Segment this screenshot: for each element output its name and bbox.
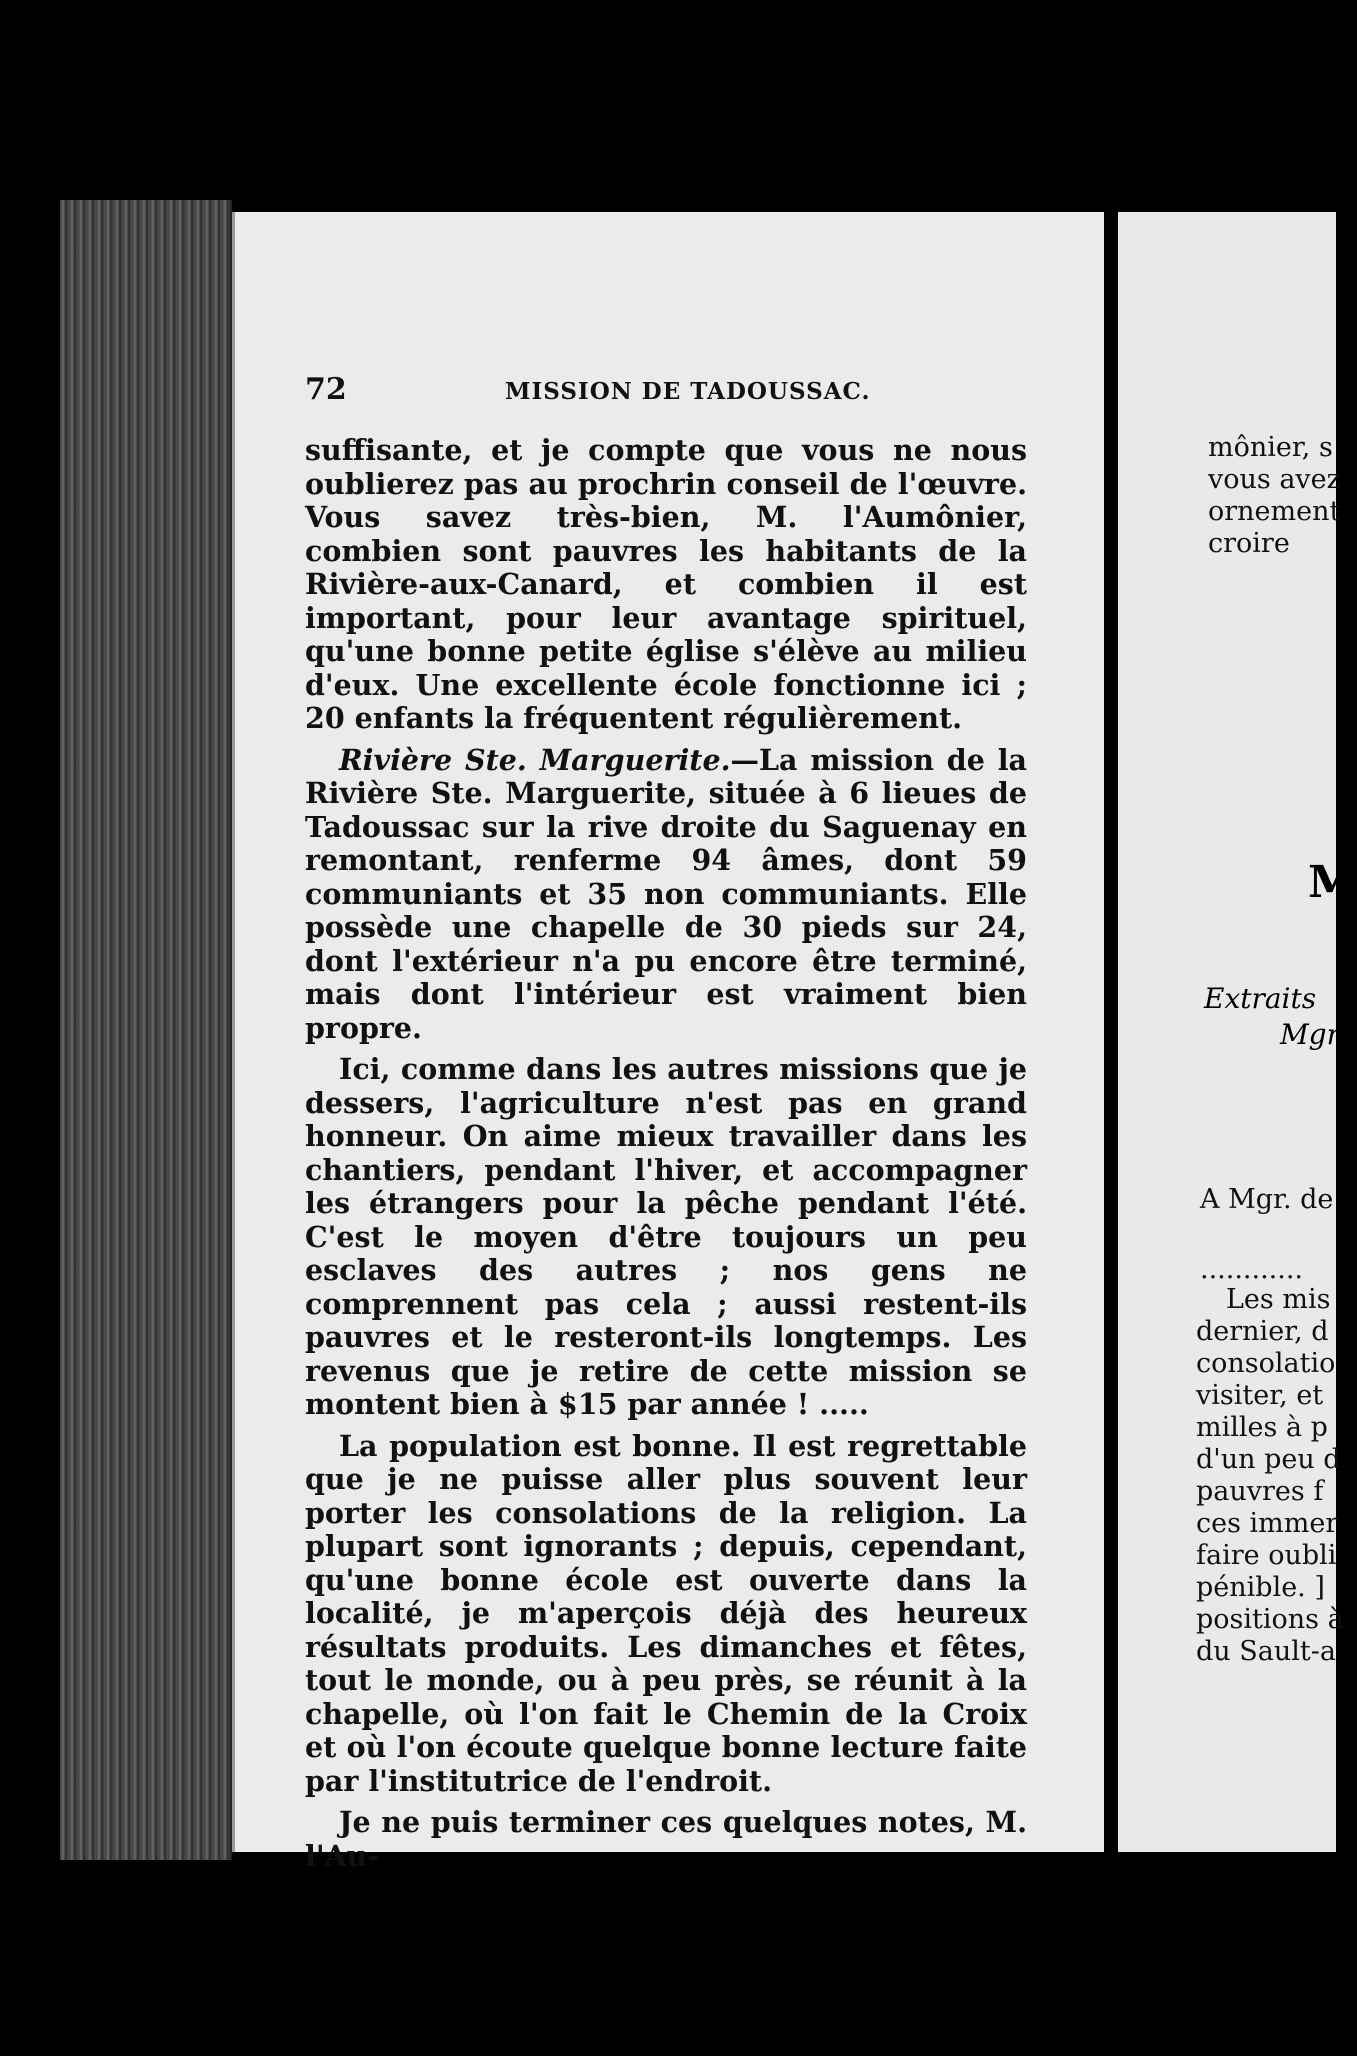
paragraph-2-body: —La mission de la Rivière Ste. Marguerite, située à 6 lieues de Tadoussac sur la rive droite du Saguenay en remontant, renferme 94 âmes, dont 59 communiants et 35 non communiants. Elle possède une chapelle de 30 pieds sur 24, dont l'extérieur n'a pu encore être terminé, mais dont l'intérieur est vraiment bien propre.: [305, 742, 1027, 1045]
right-line-1: mônier, s: [1208, 432, 1333, 463]
right-line-2: vous avez: [1208, 464, 1341, 495]
running-header: MISSION DE TADOUSSAC.: [505, 378, 871, 405]
page-number: 72: [305, 372, 347, 407]
book-page-edges: [60, 200, 232, 1860]
right-line-b5: milles à p: [1196, 1412, 1328, 1443]
right-line-b8: ces immer: [1196, 1508, 1339, 1539]
paragraph-1: suffisante, et je compte que vous ne nous oublierez pas au prochrin conseil de l'œuvre. Vous savez très-bien, M. l'Aumônier, combien sont pauvres les habitants de la Rivière-aux-Canard, et combien il est important, pour leur avantage spirituel, qu'une bonne petite église s'élève au milieu d'eux. Une excellente école fonctionne ici ; 20 enfants la fréquentent régulièrement.: [305, 433, 1027, 735]
right-line-b6: d'un peu d: [1196, 1444, 1341, 1475]
right-dots: ............: [1200, 1254, 1303, 1285]
right-page: [1118, 212, 1357, 1852]
right-line-b2: dernier, d: [1196, 1316, 1329, 1347]
paragraph-3: Ici, comme dans les autres missions que je dessers, l'agriculture n'est pas en grand honneur. On aime mieux travailler dans les chantiers, pendant l'hiver, et accompagner les étrangers pour la pêche pendant l'été. C'est le moyen d'être toujours un peu esclaves des autres ; nos gens ne comprennent pas cela ; aussi restent-ils pauvres et le resteront-ils longtemps. Les revenus que je retire de cette mission se montent bien à $15 par année ! .....: [305, 1052, 1027, 1421]
right-line-3: ornement: [1208, 496, 1341, 527]
right-heading-letter: M: [1308, 857, 1357, 908]
right-italic-2: Mgr: [1280, 1018, 1340, 1051]
body-text: [305, 434, 1027, 1881]
paragraph-2-heading: Rivière Ste. Marguerite.: [339, 742, 731, 777]
right-italic-1: Extraits: [1204, 982, 1317, 1015]
right-line-b10: pénible. ]: [1196, 1572, 1325, 1603]
right-line-b11: positions à: [1196, 1604, 1344, 1635]
paragraph-4: La population est bonne. Il est regrettable que je ne puisse aller plus souvent leur porter les consolations de la religion. La plupart sont ignorants ; depuis, cependant, qu'une bonne école est ouverte dans la localité, je m'aperçois déjà des heureux résultats produits. Les dimanches et fêtes, tout le monde, ou à peu près, se réunit à la chapelle, où l'on fait le Chemin de la Croix et où l'on écoute quelque bonne lecture faite par l'institutrice de l'endroit.: [305, 1428, 1027, 1798]
right-line-b1: Les mis: [1226, 1284, 1331, 1315]
right-salutation: A Mgr. de: [1200, 1184, 1334, 1215]
right-line-b4: visiter, et: [1196, 1380, 1324, 1411]
paragraph-5: Je ne puis terminer ces quelques notes, M. l'Au-: [305, 1805, 1027, 1873]
right-line-b7: pauvres f: [1196, 1476, 1324, 1507]
paragraph-2: [305, 744, 1027, 1046]
right-line-b3: consolatio: [1196, 1348, 1336, 1379]
right-line-4: croire: [1208, 528, 1290, 559]
right-line-b9: faire oubli: [1196, 1540, 1337, 1571]
page-header: [305, 372, 1034, 412]
left-page: [232, 212, 1104, 1873]
right-line-b12: du Sault-a: [1196, 1636, 1336, 1667]
